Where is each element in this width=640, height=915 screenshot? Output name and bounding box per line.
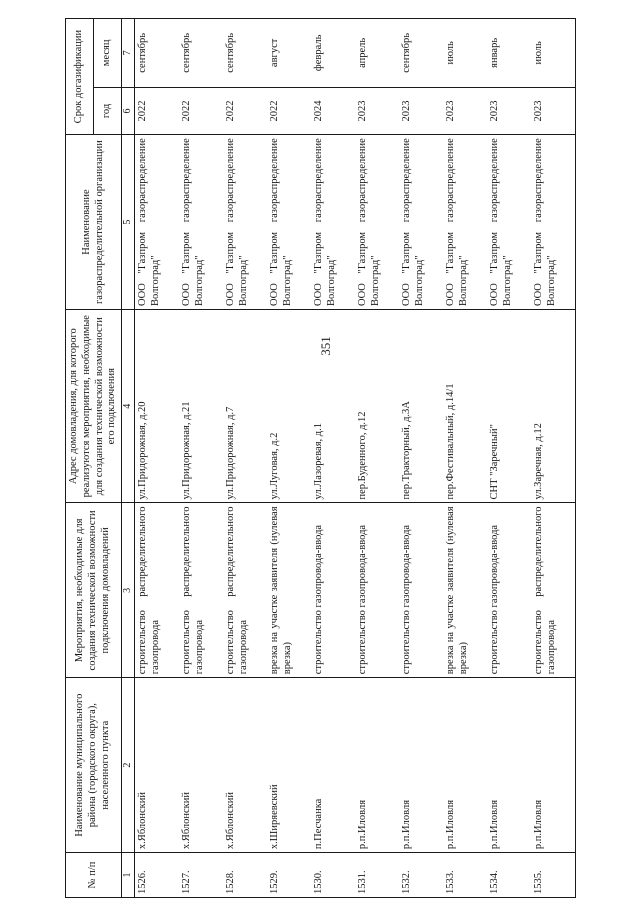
column-number: 7 (122, 19, 135, 88)
row-municipality: р.п.Иловля (355, 678, 399, 853)
row-measure: строительство распределительного газопровода (179, 503, 223, 678)
table-row (355, 19, 399, 898)
row-organization: ООО "Газпром газораспределение Волгоград" (531, 135, 576, 310)
row-month: январь (487, 19, 531, 88)
header-deadline: Срок догазификации (66, 19, 94, 135)
row-year: 2024 (311, 87, 355, 134)
row-month: август (267, 19, 311, 88)
gasification-table (65, 18, 576, 898)
row-organization: ООО "Газпром газораспределение Волгоград" (443, 135, 487, 310)
row-municipality: р.п.Иловля (487, 678, 531, 853)
column-number: 5 (122, 135, 135, 310)
row-month: сентябрь (179, 19, 223, 88)
table-row (223, 19, 267, 898)
header-measures: Мероприятия, необходимые для создания технической возможности подключения домовладений (66, 503, 122, 678)
row-number: 1532. (399, 853, 443, 898)
row-month: апрель (355, 19, 399, 88)
row-organization: ООО "Газпром газораспределение Волгоград" (179, 135, 223, 310)
row-number: 1527. (179, 853, 223, 898)
column-number: 1 (122, 853, 135, 898)
row-month: сентябрь (399, 19, 443, 88)
row-measure: врезка на участке заявителя (нулевая врезка) (267, 503, 311, 678)
row-organization: ООО "Газпром газораспределение Волгоград" (135, 135, 180, 310)
row-municipality: х.Яблонский (223, 678, 267, 853)
table-row (443, 19, 487, 898)
header-municipality: Наименование муниципального района (городского округа), населенного пункта (66, 678, 122, 853)
row-municipality: х.Яблонский (135, 678, 180, 853)
column-number: 2 (122, 678, 135, 853)
row-organization: ООО "Газпром газораспределение Волгоград" (355, 135, 399, 310)
row-number: 1530. (311, 853, 355, 898)
row-measure: строительство газопровода-ввода (311, 503, 355, 678)
row-address: ул.Заречная, д.12 (531, 309, 576, 503)
table-row (531, 19, 576, 898)
row-municipality: р.п.Иловля (531, 678, 576, 853)
row-measure: строительство распределительного газопровода (223, 503, 267, 678)
row-year: 2023 (443, 87, 487, 134)
column-number: 6 (122, 87, 135, 134)
row-month: июль (443, 19, 487, 88)
table-row (179, 19, 223, 898)
row-number: 1526. (135, 853, 180, 898)
row-municipality: р.п.Иловля (399, 678, 443, 853)
row-municipality: х.Ширяевский (267, 678, 311, 853)
row-year: 2022 (223, 87, 267, 134)
row-number: 1534. (487, 853, 531, 898)
row-organization: ООО "Газпром газораспределение Волгоград" (223, 135, 267, 310)
header-address: Адрес домовладения, для которого реализуются мероприятия, необходимые для создания технической возможности его подключения (66, 309, 122, 503)
row-number: 1528. (223, 853, 267, 898)
row-month: февраль (311, 19, 355, 88)
row-address: СНТ "Заречный" (487, 309, 531, 503)
row-organization: ООО "Газпром газораспределение Волгоград" (311, 135, 355, 310)
column-number-row (122, 19, 135, 898)
row-address: ул.Придорожная, д.7 (223, 309, 267, 503)
table-row (135, 19, 180, 898)
row-number: 1531. (355, 853, 399, 898)
row-year: 2022 (267, 87, 311, 134)
row-month: сентябрь (223, 19, 267, 88)
row-municipality: р.п.Иловля (443, 678, 487, 853)
row-organization: ООО "Газпром газораспределение Волгоград" (399, 135, 443, 310)
table-row (267, 19, 311, 898)
row-year: 2022 (179, 87, 223, 134)
row-year: 2022 (135, 87, 180, 134)
row-municipality: х.Яблонский (179, 678, 223, 853)
row-year: 2023 (355, 87, 399, 134)
row-year: 2023 (531, 87, 576, 134)
table-body (135, 19, 576, 898)
row-organization: ООО "Газпром газораспределение Волгоград" (267, 135, 311, 310)
row-number: 1533. (443, 853, 487, 898)
row-month: июль (531, 19, 576, 88)
row-address: пер.Тракторный, д.3А (399, 309, 443, 503)
row-measure: строительство газопровода-ввода (487, 503, 531, 678)
table-row (311, 19, 355, 898)
row-address: пер.Фестивальный, д.14/1 (443, 309, 487, 503)
row-address: пер.Буденного, д.12 (355, 309, 399, 503)
header-org: Наименование газораспределительной организации (66, 135, 122, 310)
header-month: месяц (94, 19, 122, 88)
row-address: ул.Луговая, д.2 (267, 309, 311, 503)
row-measure: строительство распределительного газопровода (135, 503, 180, 678)
row-address: ул.Придорожная, д.20 (135, 309, 180, 503)
header-num: № п/п (66, 853, 122, 898)
table-row (399, 19, 443, 898)
row-address: ул.Придорожная, д.21 (179, 309, 223, 503)
row-measure: строительство газопровода-ввода (399, 503, 443, 678)
row-measure: строительство газопровода-ввода (355, 503, 399, 678)
row-year: 2023 (487, 87, 531, 134)
row-measure: врезка на участке заявителя (нулевая врезка) (443, 503, 487, 678)
row-year: 2023 (399, 87, 443, 134)
row-number: 1535. (531, 853, 576, 898)
row-address: ул.Лазоревая, д.1 (311, 309, 355, 503)
column-number: 4 (122, 309, 135, 503)
row-month: сентябрь (135, 19, 180, 88)
header-year: год (94, 87, 122, 134)
row-organization: ООО "Газпром газораспределение Волгоград" (487, 135, 531, 310)
row-number: 1529. (267, 853, 311, 898)
column-number: 3 (122, 503, 135, 678)
page-number: 351 (317, 336, 333, 356)
row-measure: строительство распределительного газопровода (531, 503, 576, 678)
table-row (487, 19, 531, 898)
rotated-table-container (65, 18, 595, 898)
row-municipality: п.Песчанка (311, 678, 355, 853)
